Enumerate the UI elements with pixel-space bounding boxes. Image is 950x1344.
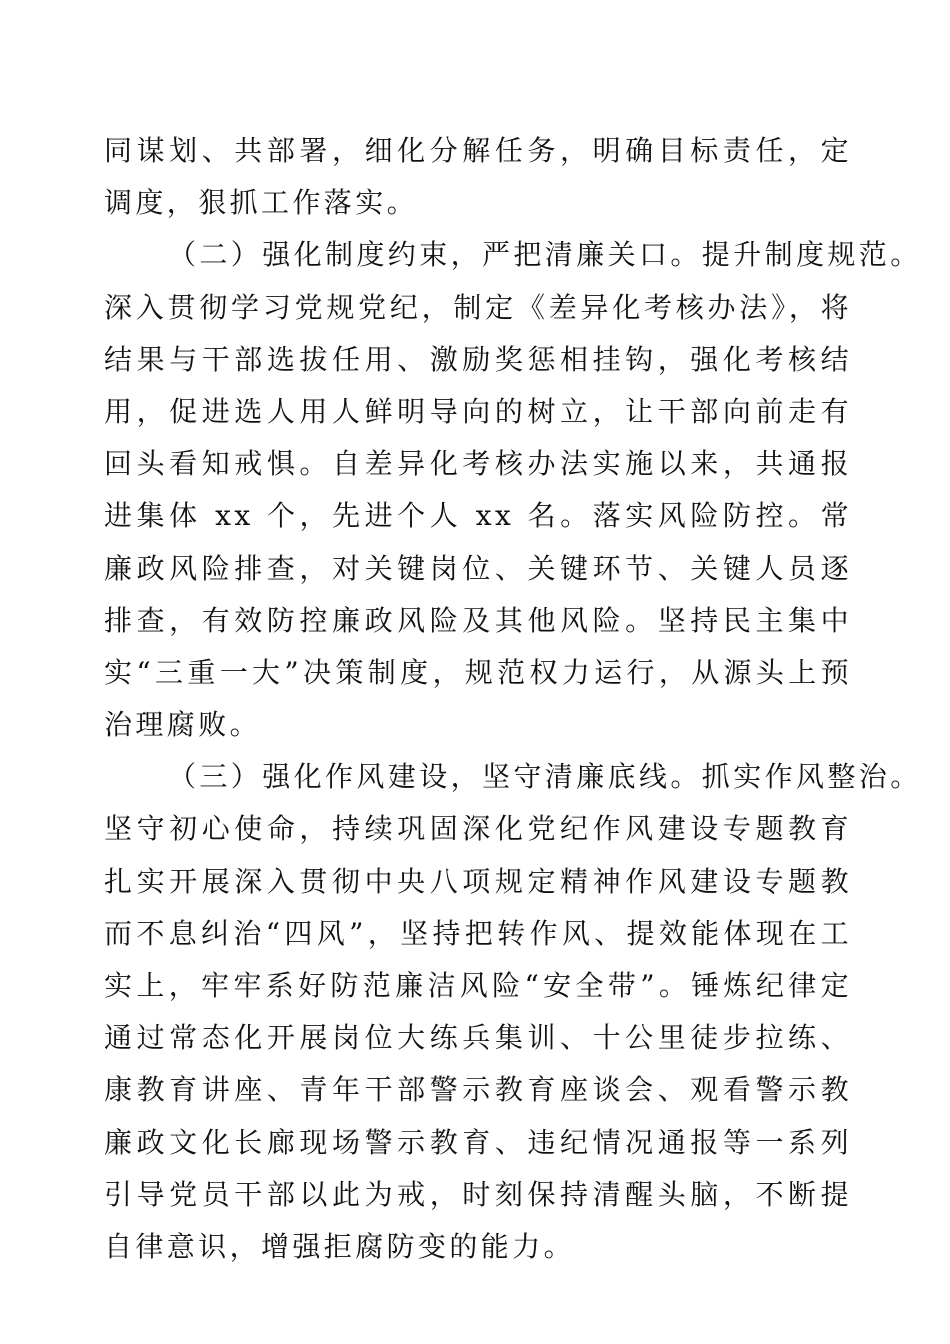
text-line: 同谋划、共部署，细化分解任务，明确目标责任，定 (104, 134, 852, 167)
section-heading-line: （三）强化作风建设，坚守清廉底线。抓实作风整治。 (168, 760, 922, 794)
text-line: 排查，有效防控廉政风险及其他风险。坚持民主集中 (104, 603, 852, 637)
text-line: 调度，狠抓工作落实。 (104, 186, 419, 220)
text-line: 结果与干部选拔任用、激励奖惩相挂钩，强化考核结 (104, 342, 852, 376)
text-line: 回头看知戒惧。自差异化考核办法实施以来，共通报 (104, 447, 852, 481)
text-line: 廉政风险排查，对关键岗位、关键环节、关键人员逐 (104, 551, 852, 585)
text-line: 深入贯彻学习党规党纪，制定《差异化考核办法》，将 (104, 290, 852, 324)
text-line: 治理腐败。 (104, 708, 262, 742)
text-line: 进集体 xx 个，先进个人 xx 名。落实风险防控。常 (104, 499, 852, 533)
body-text (104, 125, 922, 1273)
text-line: 廉政文化长廊现场警示教育、违纪情况通报等一系列 (104, 1125, 852, 1159)
text-line: 实上，牢牢系好防范廉洁风险“安全带”。锤炼纪律定 (104, 969, 852, 1002)
text-line: 而不息纠治“四风”，坚持把转作风、提效能体现在工 (104, 916, 852, 950)
text-line: 扎实开展深入贯彻中央八项规定精神作风建设专题教 (104, 864, 852, 898)
section-heading-line: （二）强化制度约束，严把清廉关口。提升制度规范。 (168, 238, 922, 272)
text-line: 用，促进选人用人鲜明导向的树立，让干部向前走有 (104, 394, 852, 428)
text-line: 康教育讲座、青年干部警示教育座谈会、观看警示教 (104, 1073, 852, 1107)
text-line: 坚守初心使命，持续巩固深化党纪作风建设专题教育 (104, 812, 852, 846)
text-line: 引导党员干部以此为戒，时刻保持清醒头脑，不断提 (104, 1177, 852, 1211)
text-line: 实“三重一大”决策制度，规范权力运行，从源头上预 (104, 655, 852, 689)
text-line: 通过常态化开展岗位大练兵集训、十公里徒步拉练、 (104, 1021, 852, 1055)
text-line: 自律意识，增强拒腐防变的能力。 (104, 1229, 576, 1263)
